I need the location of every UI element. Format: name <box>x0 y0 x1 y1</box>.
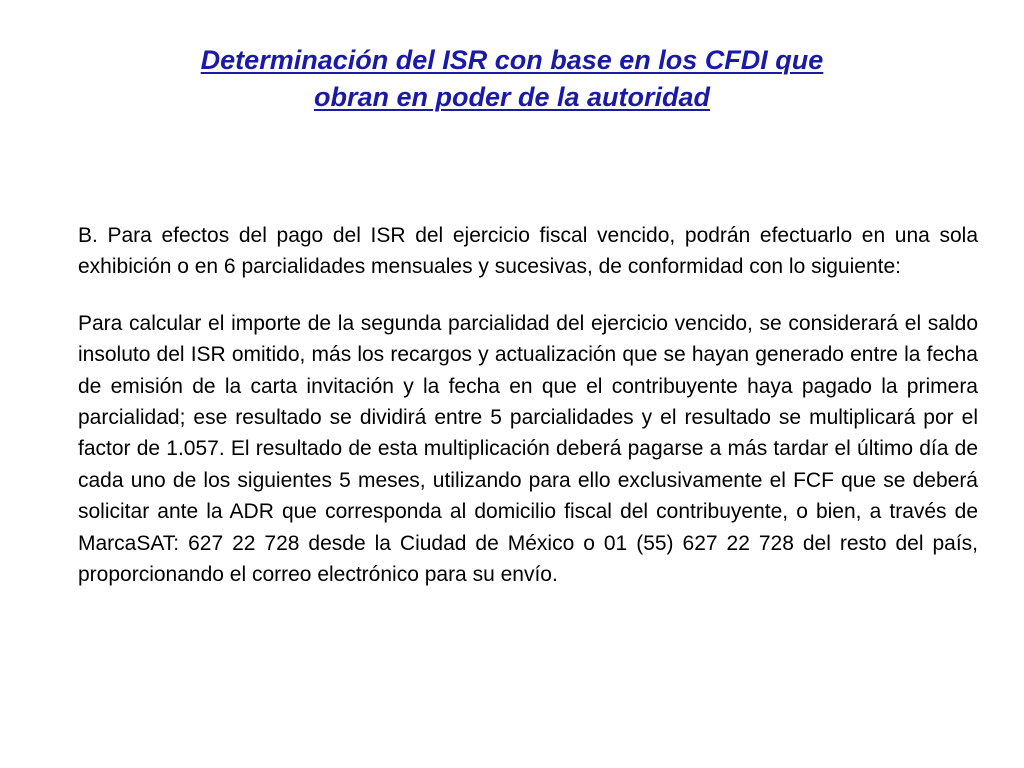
slide-title <box>60 42 964 116</box>
slide-body <box>78 220 978 590</box>
paragraph-calculation: Para calcular el importe de la segunda parcialidad del ejercicio vencido, se considerará el saldo insoluto del ISR omitido, más los recargos y actualización que se hayan generado entre la fecha de emisión de la carta invitación y la fecha en que el contribuyente haya pagado la primera parcialidad; ese resultado se dividirá entre 5 parcialidades y el resultado se multiplicará por el factor de 1.057. El resultado de esta multiplicación deberá pagarse a más tardar el último día de cada uno de los siguientes 5 meses, utilizando para ello exclusivamente el FCF que se deberá solicitar ante la ADR que corresponda al domicilio fiscal del contribuyente, o bien, a través de MarcaSAT: 627 22 728 desde la Ciudad de México o 01 (55) 627 22 728 del resto del país, proporcionando el correo electrónico para su envío. <box>78 311 978 587</box>
slide-title-line-1: Determinación del ISR con base en los CFDI que <box>200 45 824 75</box>
slide-title-line-2: obran en poder de la autoridad <box>313 82 711 112</box>
paragraph-intro: B. Para efectos del pago del ISR del ejercicio fiscal vencido, podrán efectuarlo en una sola exhibición o en 6 parcialidades mensuales y sucesivas, de conformidad con lo siguiente: <box>78 224 978 279</box>
